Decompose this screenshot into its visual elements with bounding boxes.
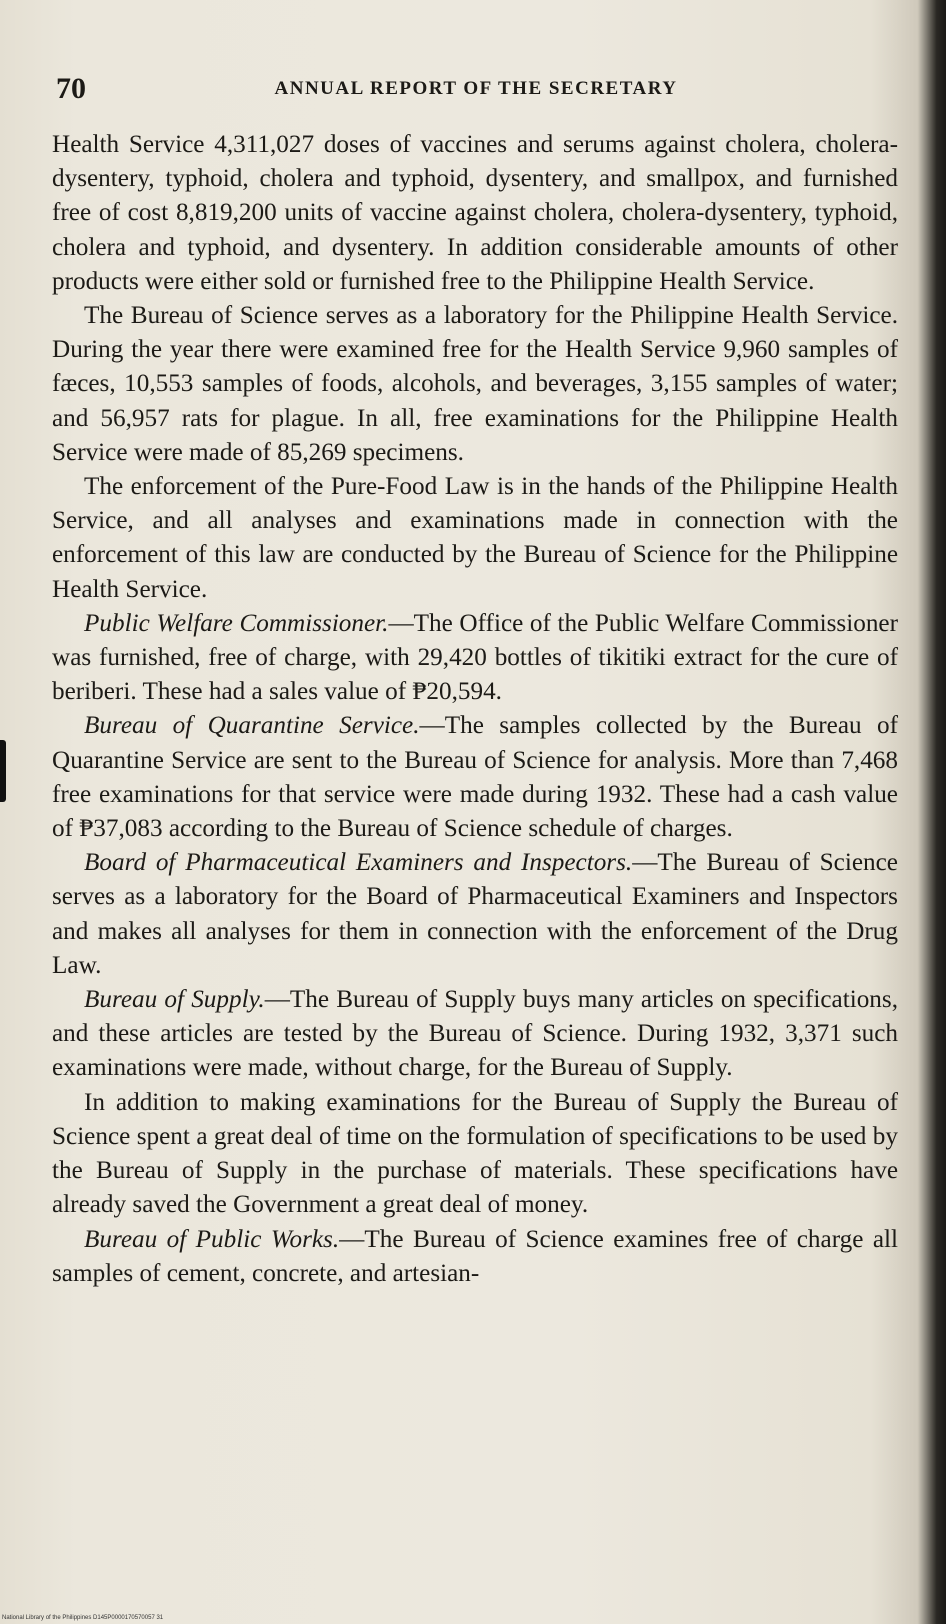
section-lead: Public Welfare Commissioner. [84, 609, 389, 637]
scan-credit: National Library of the Philippines D145P0000170570057 31 [2, 1615, 164, 1621]
paragraph-text: Health Service 4,311,027 doses of vaccines and serums against cholera, cholera-dysentery, typhoid, cholera and typhoid, dysentery, and smallpox, and furnished free of cost 8,819,200 units of vaccine against cholera, cholera-dysentery, typhoid, cholera and typhoid, and dysentery. In addition considerable amounts of other products were either sold or furnished free to the Philippine Health Service. [52, 131, 898, 295]
paragraph-text: In addition to making examinations for the Bureau of Supply the Bureau of Science spent a great deal of time on the formulation of specifications to be used by the Bureau of Supply in the purchase of materials. These specifications have already saved the Government a great deal of money. [52, 1088, 898, 1219]
paragraph [52, 1086, 898, 1223]
paragraph [52, 299, 898, 470]
running-head: ANNUAL REPORT OF THE SECRETARY [274, 78, 678, 99]
paragraph-text: —The Bureau of Science serves as a laboratory for the Board of Pharmaceutical Examiners and Inspectors and makes all analyses for them in connection with the enforcement of the Drug Law. [52, 849, 898, 979]
page-header [56, 72, 896, 112]
paragraph [52, 607, 898, 710]
paragraph [52, 983, 898, 1086]
paragraph-text: The enforcement of the Pure-Food Law is in the hands of the Philippine Health Service, and all analyses and examinations made in connection with the enforcement of this law are conducted by the Bureau of Science for the Philippine Health Service. [52, 473, 898, 603]
paragraph-text: —The samples collected by the Bureau of Quarantine Service are sent to the Bureau of Science for analysis. More than 7,468 free examinations for that service were made during 1932. These had a cash value of ₱37,083 according to the Bureau of Science schedule of charges. [52, 712, 898, 843]
paragraph [52, 846, 898, 983]
paragraph-text: —The Bureau of Science examines free of charge all samples of cement, concrete, and artesian- [52, 1225, 898, 1287]
page-number: 70 [56, 72, 86, 105]
section-lead: Bureau of Supply. [84, 986, 265, 1014]
paragraph [52, 1223, 898, 1291]
page-edge-mark [0, 740, 6, 802]
paragraph-text: —The Office of the Public Welfare Commissioner was furnished, free of charge, with 29,420 bottles of tikitiki extract for the cure of beriberi. These had a sales value of ₱20,594. [52, 609, 898, 706]
paragraph [52, 470, 898, 607]
section-lead: Board of Pharmaceutical Examiners and Inspectors. [84, 849, 633, 877]
paragraph [52, 709, 898, 846]
section-lead: Bureau of Quarantine Service. [84, 712, 420, 740]
page-body [52, 128, 898, 1291]
paragraph-text: —The Bureau of Supply buys many articles on specifications, and these articles are tested by the Bureau of Science. During 1932, 3,371 such examinations were made, without charge, for the Bureau of Supply. [52, 986, 898, 1082]
section-lead: Bureau of Public Works. [84, 1225, 340, 1253]
paragraph-text: The Bureau of Science serves as a laboratory for the Philippine Health Service. During the year there were examined free for the Health Service 9,960 samples of fæces, 10,553 samples of foods, alcohols, and beverages, 3,155 samples of water; and 56,957 rats for plague. In all, free examinations for the Philippine Health Service were made of 85,269 specimens. [52, 302, 898, 466]
paragraph [52, 128, 898, 299]
